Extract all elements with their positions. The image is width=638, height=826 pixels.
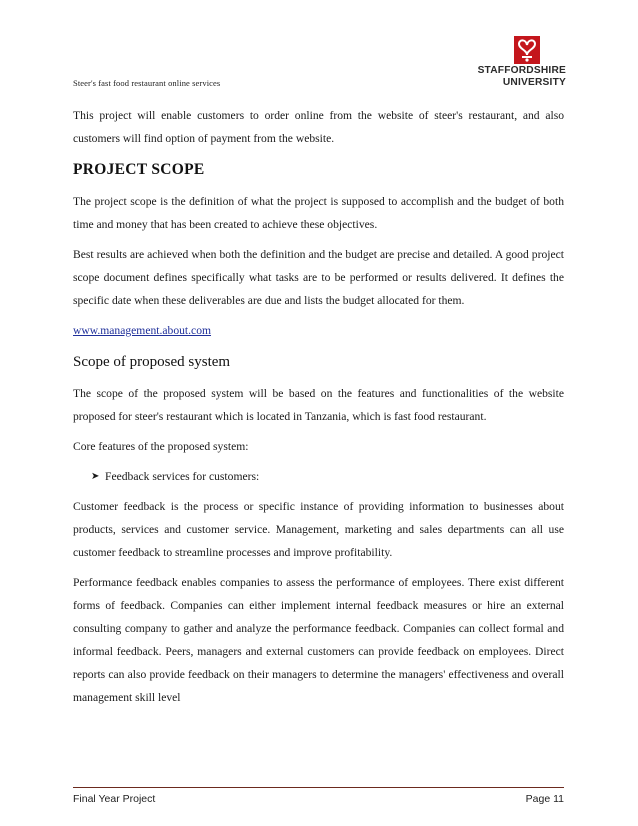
- page-number: Page 11: [525, 793, 564, 805]
- staffordshire-knot-crest-icon: [514, 36, 540, 64]
- performance-feedback-paragraph: Performance feedback enables companies to assess the performance of employees. There exist different forms of feedback. Companies can either implement internal feedback measures or hire an external consulting company to gather and analyze the performance feedback. Companies can collect formal and informal feedback. Peers, managers and external customers can provide feedback on employees. Direct reports can also provide feedback on their managers to determine the managers' effectiveness and overall management skill level: [73, 576, 564, 704]
- logo-text-line2: UNIVERSITY: [502, 77, 566, 88]
- intro-paragraph: This project will enable customers to order online from the website of steer's restaurant, and also customers will find option of payment from the website.: [73, 109, 564, 145]
- footer-rule: [73, 787, 564, 788]
- footer-project-label: Final Year Project: [73, 793, 156, 805]
- bullet-text: Feedback services for customers:: [105, 470, 260, 483]
- running-header: Steer's fast food restaurant online services: [73, 78, 221, 88]
- core-features-label: Core features of the proposed system:: [73, 440, 249, 453]
- university-logo: [466, 36, 566, 98]
- document-body: [73, 104, 564, 709]
- section-heading-proposed-system: Scope of proposed system: [73, 354, 231, 370]
- reference-link[interactable]: www.management.about.com: [73, 324, 212, 337]
- logo-text-line1: STAFFORDSHIRE: [477, 65, 566, 76]
- scope-paragraph-1: The project scope is the definition of what the project is supposed to accomplish and the budget of both time and money that has been created to achieve these objectives.: [73, 195, 564, 231]
- arrow-bullet-icon: ➤: [91, 471, 100, 482]
- section-heading-project-scope: PROJECT SCOPE: [73, 161, 205, 178]
- bullet-feedback-services: [73, 465, 564, 488]
- scope-paragraph-2: Best results are achieved when both the definition and the budget are precise and detailed. A good project scope document defines specifically what tasks are to be performed or results delivered. It defines the specific date when these deliverables are due and lists the budget allocated for them.: [73, 248, 564, 307]
- customer-feedback-paragraph: Customer feedback is the process or specific instance of providing information to businesses about products, services and customer service. Management, marketing and sales departments can all use customer feedback to streamline processes and improve profitability.: [73, 500, 564, 559]
- proposed-system-paragraph: The scope of the proposed system will be based on the features and functionalities of the website proposed for steer's restaurant which is located in Tanzania, which is fast food restaurant.: [73, 387, 564, 423]
